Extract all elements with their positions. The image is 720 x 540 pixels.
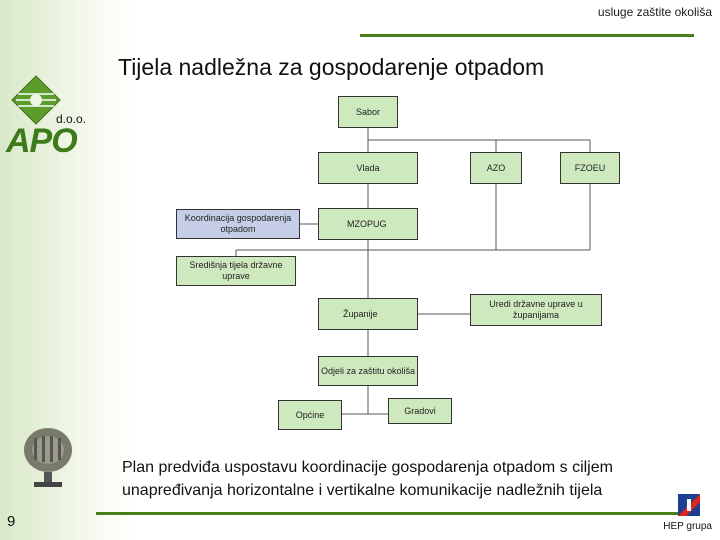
- node-opcine: Općine: [278, 400, 342, 430]
- node-mzopug: MZOPUG: [318, 208, 418, 240]
- node-azo: AZO: [470, 152, 522, 184]
- logo-letters: APO: [6, 122, 77, 160]
- node-gradovi: Gradovi: [388, 398, 452, 424]
- header-text: usluge zaštite okoliša: [597, 5, 712, 19]
- node-zupanije: Županije: [318, 298, 418, 330]
- node-odjeli: Odjeli za zaštitu okoliša: [318, 356, 418, 386]
- page-title: Tijela nadležna za gospodarenje otpadom: [118, 54, 545, 80]
- page-number: 9: [7, 513, 16, 530]
- footer-text: Plan predviđa uspostavu koordinacije gospodarenja otpadom s ciljem unapređivanja horizontalne i vertikalne komunikacije nadležnih tijela: [122, 459, 613, 499]
- brand-label: HEP grupa: [663, 521, 712, 532]
- node-sabor: Sabor: [338, 96, 398, 128]
- node-koordinacija: Koordinacija gospodarenja otpadom: [176, 209, 300, 239]
- bottom-rule: [96, 512, 694, 515]
- hep-logo-icon: [678, 494, 700, 516]
- node-vlada: Vlada: [318, 152, 418, 184]
- company-suffix: d.o.o.: [56, 112, 87, 126]
- node-fzoeu: FZOEU: [560, 152, 620, 184]
- node-uredi: Uredi državne uprave u županijama: [470, 294, 602, 326]
- node-sredisnja: Središnja tijela državne uprave: [176, 256, 296, 286]
